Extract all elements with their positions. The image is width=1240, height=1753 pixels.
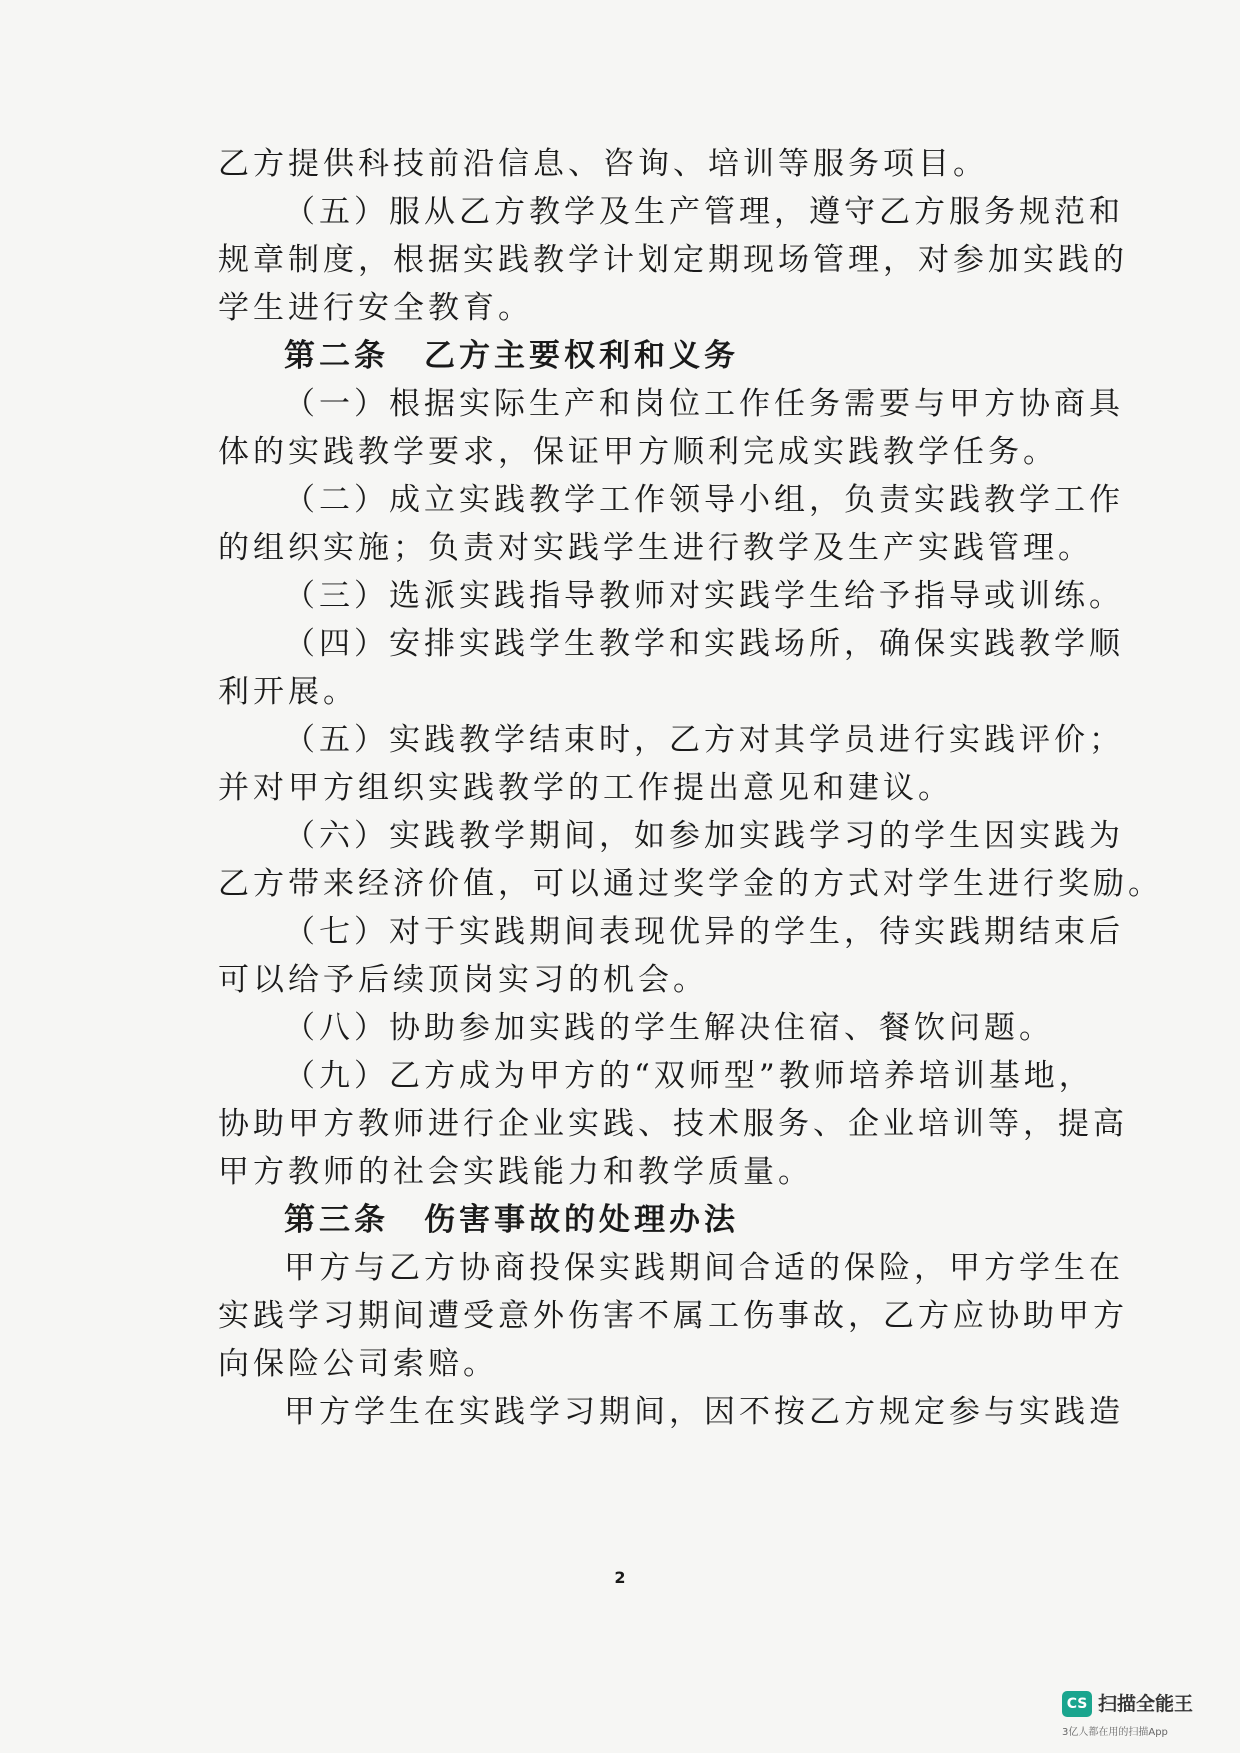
watermark-app-name: 扫描全能王	[1098, 1693, 1194, 1715]
text-line: 实践学习期间遭受意外伤害不属工伤事故，乙方应协助甲方	[218, 1298, 1128, 1334]
section-heading: 第二条 乙方主要权利和义务	[284, 338, 739, 374]
text-line: （四）安排实践学生教学和实践场所，确保实践教学顺	[284, 626, 1124, 662]
text-line: 乙方带来经济价值，可以通过奖学金的方式对学生进行奖励。	[218, 866, 1163, 902]
text-line: 甲方与乙方协商投保实践期间合适的保险，甲方学生在	[284, 1250, 1124, 1286]
text-line: 协助甲方教师进行企业实践、技术服务、企业培训等，提高	[218, 1106, 1128, 1142]
text-line: （八）协助参加实践的学生解决住宿、餐饮问题。	[284, 1010, 1054, 1046]
text-line: 甲方学生在实践学习期间，因不按乙方规定参与实践造	[284, 1394, 1124, 1430]
text-line: （六）实践教学期间，如参加实践学习的学生因实践为	[284, 818, 1124, 854]
text-line: 体的实践教学要求，保证甲方顺利完成实践教学任务。	[218, 434, 1058, 470]
text-line: （二）成立实践教学工作领导小组，负责实践教学工作	[284, 482, 1124, 518]
text-line: （五）服从乙方教学及生产管理，遵守乙方服务规范和	[284, 194, 1124, 230]
text-line: 甲方教师的社会实践能力和教学质量。	[218, 1154, 813, 1190]
section-heading: 第三条 伤害事故的处理办法	[284, 1202, 739, 1238]
text-line: 并对甲方组织实践教学的工作提出意见和建议。	[218, 770, 953, 806]
text-line: 学生进行安全教育。	[218, 290, 533, 326]
text-line: 乙方提供科技前沿信息、咨询、培训等服务项目。	[218, 146, 988, 182]
text-line: 可以给予后续顶岗实习的机会。	[218, 962, 708, 998]
watermark-tagline: 3亿人都在用的扫描App	[1062, 1727, 1168, 1738]
text-line: 向保险公司索赔。	[218, 1346, 498, 1382]
camscanner-logo-icon: CS	[1062, 1691, 1092, 1717]
text-line: 的组织实施；负责对实践学生进行教学及生产实践管理。	[218, 530, 1093, 566]
text-line: （七）对于实践期间表现优异的学生，待实践期结束后	[284, 914, 1124, 950]
page-number: 2	[614, 1568, 626, 1587]
scanner-watermark	[1062, 1689, 1212, 1741]
text-line: 规章制度，根据实践教学计划定期现场管理，对参加实践的	[218, 242, 1128, 278]
text-line: （五）实践教学结束时，乙方对其学员进行实践评价；	[284, 722, 1124, 758]
text-line: （一）根据实际生产和岗位工作任务需要与甲方协商具	[284, 386, 1124, 422]
text-line: （三）选派实践指导教师对实践学生给予指导或训练。	[284, 578, 1124, 614]
text-line: 利开展。	[218, 674, 358, 710]
text-line: （九）乙方成为甲方的“双师型”教师培养培训基地，	[284, 1058, 1094, 1094]
